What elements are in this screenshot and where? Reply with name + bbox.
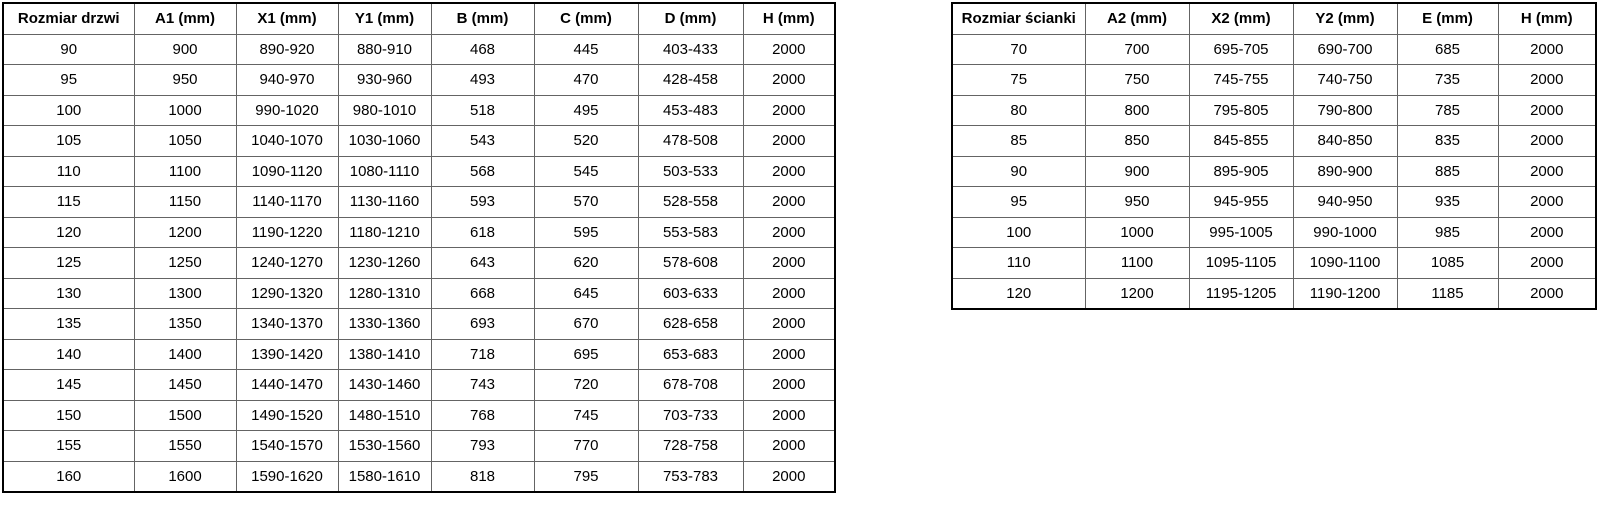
table-cell: 2000 <box>743 248 835 279</box>
table-cell: 110 <box>952 248 1085 279</box>
table-cell: 940-970 <box>236 65 338 96</box>
table-cell: 100 <box>952 217 1085 248</box>
table-cell: 105 <box>3 126 134 157</box>
table-cell: 935 <box>1397 187 1498 218</box>
column-header: Rozmiar ścianki <box>952 3 1085 34</box>
table-cell: 2000 <box>1498 217 1596 248</box>
table-cell: 130 <box>3 278 134 309</box>
table-row <box>3 461 835 492</box>
column-header: Y2 (mm) <box>1293 3 1397 34</box>
table-cell: 895-905 <box>1189 156 1293 187</box>
table-cell: 2000 <box>1498 187 1596 218</box>
table-cell: 703-733 <box>638 400 743 431</box>
table-cell: 2000 <box>743 461 835 492</box>
table-row <box>3 65 835 96</box>
table-cell: 840-850 <box>1293 126 1397 157</box>
table-cell: 1600 <box>134 461 236 492</box>
table-cell: 2000 <box>1498 65 1596 96</box>
table-row <box>3 126 835 157</box>
table-cell: 1190-1220 <box>236 217 338 248</box>
table-row <box>3 217 835 248</box>
table-cell: 693 <box>431 309 534 340</box>
table-cell: 2000 <box>1498 95 1596 126</box>
table-cell: 80 <box>952 95 1085 126</box>
column-header: A1 (mm) <box>134 3 236 34</box>
table-cell: 795-805 <box>1189 95 1293 126</box>
table-cell: 120 <box>3 217 134 248</box>
table-cell: 1030-1060 <box>338 126 431 157</box>
table-row <box>3 309 835 340</box>
table-cell: 493 <box>431 65 534 96</box>
table-cell: 885 <box>1397 156 1498 187</box>
table-cell: 690-700 <box>1293 34 1397 65</box>
table-cell: 2000 <box>1498 34 1596 65</box>
table-cell: 428-458 <box>638 65 743 96</box>
table-cell: 1250 <box>134 248 236 279</box>
table-row <box>952 65 1596 96</box>
table-cell: 1080-1110 <box>338 156 431 187</box>
table-row <box>952 34 1596 65</box>
door-size-table <box>2 2 836 493</box>
table-row <box>952 278 1596 309</box>
column-header: Y1 (mm) <box>338 3 431 34</box>
table-cell: 1130-1160 <box>338 187 431 218</box>
table-cell: 695-705 <box>1189 34 1293 65</box>
column-header: H (mm) <box>743 3 835 34</box>
table-cell: 985 <box>1397 217 1498 248</box>
table-cell: 685 <box>1397 34 1498 65</box>
table-cell: 1185 <box>1397 278 1498 309</box>
table-cell: 890-900 <box>1293 156 1397 187</box>
table-cell: 470 <box>534 65 638 96</box>
table-cell: 478-508 <box>638 126 743 157</box>
table-cell: 768 <box>431 400 534 431</box>
table-cell: 503-533 <box>638 156 743 187</box>
table-cell: 995-1005 <box>1189 217 1293 248</box>
table-cell: 520 <box>534 126 638 157</box>
column-header: Rozmiar drzwi <box>3 3 134 34</box>
table-cell: 1390-1420 <box>236 339 338 370</box>
table-cell: 445 <box>534 34 638 65</box>
table-cell: 2000 <box>743 217 835 248</box>
table-cell: 2000 <box>743 309 835 340</box>
table-cell: 1380-1410 <box>338 339 431 370</box>
table-cell: 1400 <box>134 339 236 370</box>
table-cell: 2000 <box>1498 248 1596 279</box>
table-cell: 1430-1460 <box>338 370 431 401</box>
table-cell: 1490-1520 <box>236 400 338 431</box>
table-cell: 1240-1270 <box>236 248 338 279</box>
table-cell: 75 <box>952 65 1085 96</box>
table-cell: 700 <box>1085 34 1189 65</box>
table-row <box>3 156 835 187</box>
table-cell: 890-920 <box>236 34 338 65</box>
table-cell: 1480-1510 <box>338 400 431 431</box>
table-cell: 668 <box>431 278 534 309</box>
column-header: B (mm) <box>431 3 534 34</box>
table-cell: 2000 <box>743 339 835 370</box>
table-cell: 468 <box>431 34 534 65</box>
table-cell: 940-950 <box>1293 187 1397 218</box>
table-cell: 595 <box>534 217 638 248</box>
table-cell: 793 <box>431 431 534 462</box>
table-cell: 1550 <box>134 431 236 462</box>
table-cell: 568 <box>431 156 534 187</box>
table-cell: 1280-1310 <box>338 278 431 309</box>
table-row <box>952 126 1596 157</box>
table-cell: 70 <box>952 34 1085 65</box>
table-cell: 593 <box>431 187 534 218</box>
table-cell: 950 <box>134 65 236 96</box>
table-cell: 2000 <box>1498 278 1596 309</box>
table-row <box>952 95 1596 126</box>
table-cell: 1580-1610 <box>338 461 431 492</box>
table-cell: 2000 <box>743 34 835 65</box>
table-cell: 800 <box>1085 95 1189 126</box>
table-row <box>952 187 1596 218</box>
table-cell: 545 <box>534 156 638 187</box>
table-cell: 990-1000 <box>1293 217 1397 248</box>
column-header: E (mm) <box>1397 3 1498 34</box>
table-cell: 1100 <box>134 156 236 187</box>
table-cell: 95 <box>3 65 134 96</box>
table-cell: 835 <box>1397 126 1498 157</box>
table-cell: 603-633 <box>638 278 743 309</box>
table-row <box>3 187 835 218</box>
table-cell: 1140-1170 <box>236 187 338 218</box>
table-cell: 1530-1560 <box>338 431 431 462</box>
table-cell: 1190-1200 <box>1293 278 1397 309</box>
table-row <box>952 156 1596 187</box>
table-cell: 110 <box>3 156 134 187</box>
table-row <box>3 370 835 401</box>
table-cell: 518 <box>431 95 534 126</box>
table-cell: 140 <box>3 339 134 370</box>
table-cell: 1085 <box>1397 248 1498 279</box>
table-cell: 1090-1120 <box>236 156 338 187</box>
table-row <box>3 278 835 309</box>
wall-table-header-row <box>952 3 1596 34</box>
table-cell: 930-960 <box>338 65 431 96</box>
table-cell: 1450 <box>134 370 236 401</box>
table-cell: 785 <box>1397 95 1498 126</box>
table-cell: 818 <box>431 461 534 492</box>
table-cell: 528-558 <box>638 187 743 218</box>
table-cell: 1180-1210 <box>338 217 431 248</box>
column-header: X1 (mm) <box>236 3 338 34</box>
table-cell: 160 <box>3 461 134 492</box>
table-cell: 620 <box>534 248 638 279</box>
table-cell: 543 <box>431 126 534 157</box>
table-cell: 980-1010 <box>338 95 431 126</box>
table-cell: 1050 <box>134 126 236 157</box>
door-table-header-row <box>3 3 835 34</box>
table-cell: 653-683 <box>638 339 743 370</box>
table-cell: 1200 <box>1085 278 1189 309</box>
table-cell: 618 <box>431 217 534 248</box>
table-row <box>3 248 835 279</box>
table-cell: 2000 <box>743 278 835 309</box>
table-cell: 900 <box>1085 156 1189 187</box>
table-cell: 453-483 <box>638 95 743 126</box>
table-cell: 1150 <box>134 187 236 218</box>
table-cell: 743 <box>431 370 534 401</box>
table-cell: 678-708 <box>638 370 743 401</box>
table-cell: 570 <box>534 187 638 218</box>
table-cell: 495 <box>534 95 638 126</box>
table-cell: 90 <box>3 34 134 65</box>
table-cell: 1350 <box>134 309 236 340</box>
table-cell: 145 <box>3 370 134 401</box>
column-header: X2 (mm) <box>1189 3 1293 34</box>
column-header: C (mm) <box>534 3 638 34</box>
table-cell: 135 <box>3 309 134 340</box>
table-cell: 578-608 <box>638 248 743 279</box>
column-header: H (mm) <box>1498 3 1596 34</box>
table-cell: 753-783 <box>638 461 743 492</box>
table-row <box>952 248 1596 279</box>
table-cell: 2000 <box>743 187 835 218</box>
table-cell: 1340-1370 <box>236 309 338 340</box>
table-cell: 945-955 <box>1189 187 1293 218</box>
table-cell: 770 <box>534 431 638 462</box>
table-cell: 90 <box>952 156 1085 187</box>
table-cell: 720 <box>534 370 638 401</box>
table-cell: 1230-1260 <box>338 248 431 279</box>
table-cell: 1100 <box>1085 248 1189 279</box>
table-cell: 790-800 <box>1293 95 1397 126</box>
table-cell: 795 <box>534 461 638 492</box>
table-cell: 1330-1360 <box>338 309 431 340</box>
column-header: A2 (mm) <box>1085 3 1189 34</box>
table-cell: 880-910 <box>338 34 431 65</box>
table-cell: 695 <box>534 339 638 370</box>
table-cell: 2000 <box>743 370 835 401</box>
table-cell: 100 <box>3 95 134 126</box>
table-cell: 718 <box>431 339 534 370</box>
table-cell: 740-750 <box>1293 65 1397 96</box>
table-cell: 2000 <box>743 65 835 96</box>
table-cell: 745 <box>534 400 638 431</box>
table-cell: 1440-1470 <box>236 370 338 401</box>
table-cell: 643 <box>431 248 534 279</box>
table-cell: 1590-1620 <box>236 461 338 492</box>
table-cell: 750 <box>1085 65 1189 96</box>
table-cell: 1000 <box>134 95 236 126</box>
table-cell: 950 <box>1085 187 1189 218</box>
table-cell: 735 <box>1397 65 1498 96</box>
table-cell: 95 <box>952 187 1085 218</box>
table-cell: 850 <box>1085 126 1189 157</box>
table-cell: 1500 <box>134 400 236 431</box>
table-cell: 2000 <box>743 95 835 126</box>
table-cell: 1000 <box>1085 217 1189 248</box>
table-cell: 1090-1100 <box>1293 248 1397 279</box>
table-cell: 1040-1070 <box>236 126 338 157</box>
table-row <box>952 217 1596 248</box>
table-cell: 745-755 <box>1189 65 1293 96</box>
table-cell: 670 <box>534 309 638 340</box>
table-cell: 155 <box>3 431 134 462</box>
table-row <box>3 34 835 65</box>
table-cell: 845-855 <box>1189 126 1293 157</box>
table-row <box>3 400 835 431</box>
table-cell: 645 <box>534 278 638 309</box>
table-row <box>3 339 835 370</box>
table-cell: 115 <box>3 187 134 218</box>
table-cell: 2000 <box>1498 156 1596 187</box>
table-cell: 125 <box>3 248 134 279</box>
table-cell: 85 <box>952 126 1085 157</box>
table-cell: 403-433 <box>638 34 743 65</box>
table-row <box>3 431 835 462</box>
table-cell: 2000 <box>1498 126 1596 157</box>
table-cell: 1290-1320 <box>236 278 338 309</box>
wall-panel-size-table <box>951 2 1597 310</box>
table-cell: 990-1020 <box>236 95 338 126</box>
table-cell: 2000 <box>743 156 835 187</box>
table-cell: 553-583 <box>638 217 743 248</box>
table-cell: 1200 <box>134 217 236 248</box>
table-cell: 2000 <box>743 126 835 157</box>
table-cell: 120 <box>952 278 1085 309</box>
table-cell: 900 <box>134 34 236 65</box>
table-cell: 728-758 <box>638 431 743 462</box>
table-cell: 2000 <box>743 431 835 462</box>
table-cell: 150 <box>3 400 134 431</box>
table-cell: 1095-1105 <box>1189 248 1293 279</box>
table-cell: 2000 <box>743 400 835 431</box>
table-cell: 1540-1570 <box>236 431 338 462</box>
table-cell: 1195-1205 <box>1189 278 1293 309</box>
column-header: D (mm) <box>638 3 743 34</box>
table-cell: 1300 <box>134 278 236 309</box>
table-cell: 628-658 <box>638 309 743 340</box>
table-row <box>3 95 835 126</box>
